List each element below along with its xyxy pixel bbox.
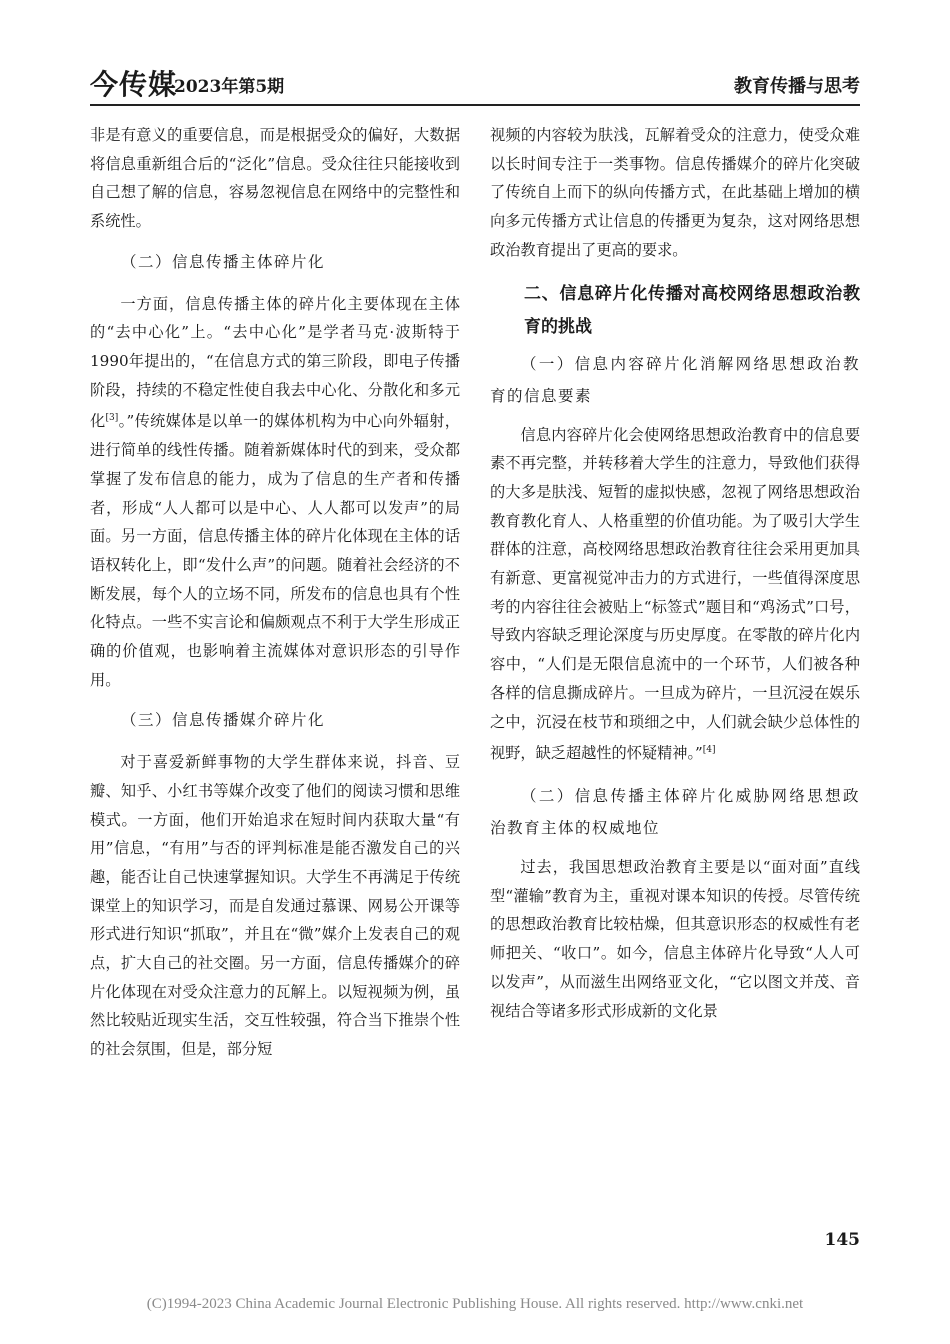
running-header: [90, 68, 860, 108]
paragraph-content-text: 信息内容碎片化会使网络思想政治教育中的信息要素不再完整，并转移着大学生的注意力，导致他们获得的大多是肤浅、短暂的虚拟快感，忽视了网络思想政治教育教化育人、人格重塑的价值功能。为了吸引大学生群体的注意，高校网络思想政治教育往往会采用更加具有新意、更富视觉冲击力的方式进行，一些值得深度思考的内容往往会被贴上“标签式”题目和“鸡汤式”口号，导致内容缺乏理论深度与历史厚度。在零散的碎片化内容中，“人们是无限信息流中的一个环节，人们被各种各样的信息撕成碎片。一旦成为碎片，一旦沉浸在娱乐之中，沉浸在枝节和琐细之中，人们就会缺少总体性的视野，缺乏超越性的怀疑精神。”: [490, 425, 860, 763]
paragraph-media: 对于喜爱新鲜事物的大学生群体来说，抖音、豆瓣、知乎、小红书等媒介改变了他们的阅读习惯和思维模式。一方面，他们开始追求在短时间内获取大量“有用”信息，“有用”与否的评判标准是能否激发自己的兴趣，能否让自己快速掌握知识。大学生不再满足于传统课堂上的知识学习，而是自发通过慕课、网易公开课等形式进行知识“抓取”，并且在“微”媒介上发表自己的观点，扩大自己的社交圈。另一方面，信息传播媒介的碎片化体现在对受众注意力的瓦解上。以短视频为例，虽然比较贴近现实生活，交互性较强，符合当下推崇个性的社会氛围，但是，部分短: [90, 753, 460, 1059]
issue-label: 2023年第5期: [174, 77, 285, 97]
column-title: 教育传播与思考: [734, 76, 860, 97]
paragraph-subject-text-a: 一方面，信息传播主体的碎片化主要体现在主体的“去中心化”上。“去中心化”是学者马克·波斯特于1990年提出的，“在信息方式的第三阶段，即电子传播阶段，持续的不稳定性使自我去中心化、分散化和多元化: [90, 294, 460, 431]
heading-subject-fragmentation: （二）信息传播主体碎片化: [121, 252, 326, 271]
paragraph-subject-text-b: 。”传统媒体是以单一的媒体机构为中心向外辐射，进行简单的线性传播。随着新媒体时代的到来，受众都掌握了发布信息的能力，成为了信息的生产者和传播者，形成“人人都可以是中心、人人都可以发声”的局面。另一方面，信息传播主体的碎片化体现在主体的话语权转化上，即“发什么声”的问题。随着社会经济的不断发展，每个人的立场不同，所发布的信息也具有个性化特点。一些不实言论和偏颇观点不利于大学生形成正确的价值观，也影响着主流媒体对意识形态的引导作用。: [90, 412, 460, 689]
paragraph-subject: [90, 290, 460, 695]
section-heading-challenges: 二、信息碎片化传播对高校网络思想政治教育的挑战: [524, 283, 860, 337]
page-number: 145: [824, 1230, 860, 1250]
citation-4: [4]: [702, 745, 716, 756]
paragraph-content: [490, 421, 860, 769]
paragraph-continued-right: 视频的内容较为肤浅，瓦解着受众的注意力，使受众难以长时间专注于一类事物。信息传播媒介的碎片化突破了传统自上而下的纵向传播方式，在此基础上增加的横向多元传播方式让信息的传播更为复杂，这对网络思想政治教育提出了更高的要求。: [490, 126, 860, 259]
paragraph-continued: 非是有意义的重要信息，而是根据受众的偏好，大数据将信息重新组合后的“泛化”信息。受众往往只能接收到自己想了解的信息，容易忽视信息在网络中的完整性和系统性。: [90, 126, 460, 231]
heading-authority: （二）信息传播主体碎片化威胁网络思想政治教育主体的权威地位: [490, 787, 860, 838]
right-column: [490, 121, 860, 1025]
journal-name: 今传媒: [90, 68, 178, 101]
header-rule: [90, 104, 860, 106]
paragraph-authority: 过去，我国思想政治教育主要是以“面对面”直线型“灌输”教育为主，重视对课本知识的传授。尽管传统的思想政治教育比较枯燥，但其意识形态的权威性有老师把关、“收口”。如今，信息主体碎片化导致“人人可以发声”，从而滋生出网络亚文化，“它以图文并茂、音视结合等诸多形式形成新的文化景: [490, 858, 860, 1020]
heading-media-fragmentation: （三）信息传播媒介碎片化: [121, 711, 326, 730]
citation-3: [3]: [105, 413, 119, 424]
copyright-footer: (C)1994-2023 China Academic Journal Electronic Publishing House. All rights reserved. http://www.cnki.net: [146, 1296, 804, 1312]
left-column: [90, 121, 460, 1064]
heading-content-fragmentation: （一）信息内容碎片化消解网络思想政治教育的信息要素: [490, 354, 860, 405]
